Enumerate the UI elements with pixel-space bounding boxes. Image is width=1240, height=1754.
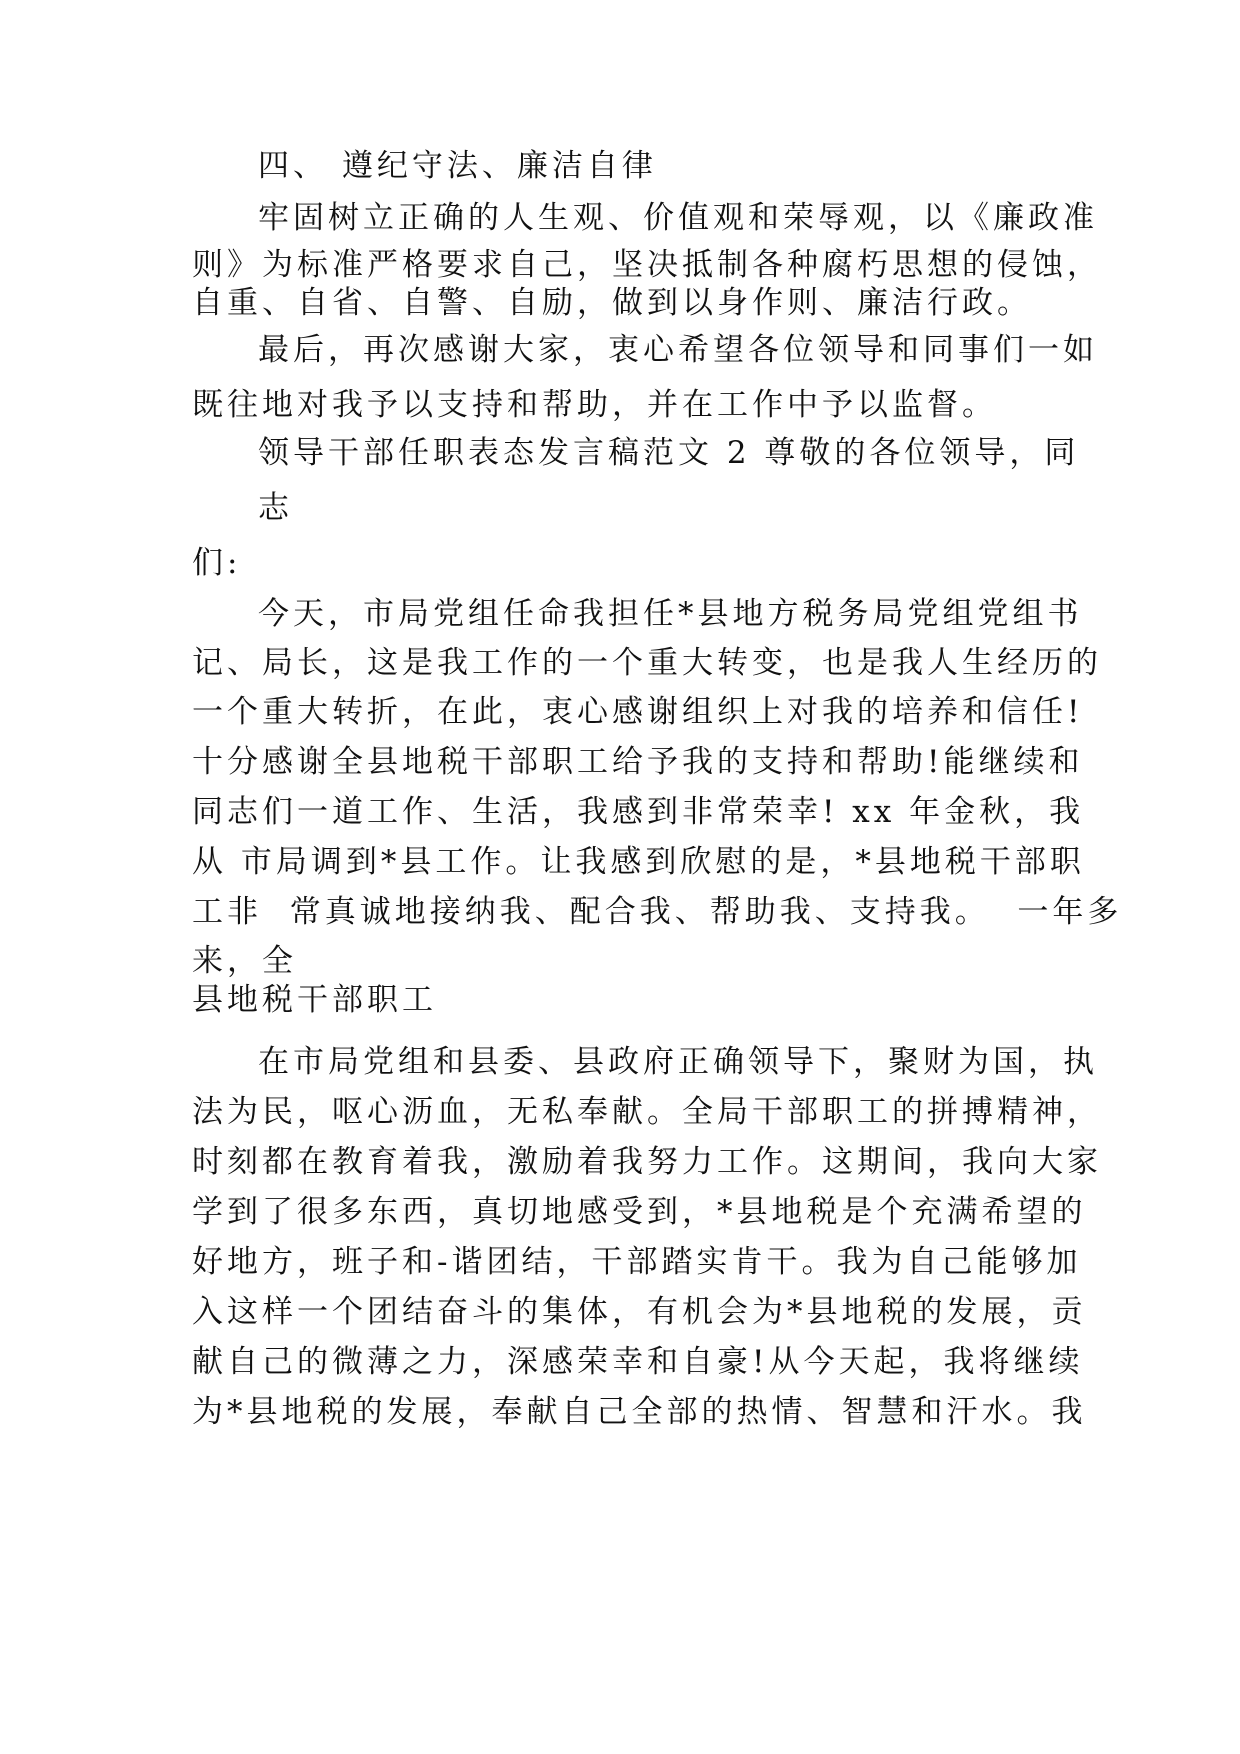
section-heading: 四、 遵纪守法、廉洁自律	[258, 148, 657, 184]
paragraph-line: 最后，再次感谢大家，衷心希望各位领导和同事们一如	[258, 332, 1098, 368]
paragraph-line: 自重、自省、自警、自励，做到以身作则、廉洁行政。	[192, 285, 1032, 321]
paragraph-line: 时刻都在教育着我，激励着我努力工作。这期间，我向大家	[192, 1144, 1102, 1180]
paragraph-line: 记、局长，这是我工作的一个重大转变，也是我人生经历的	[192, 645, 1102, 681]
article-title: 领导干部任职表态发言稿范文 2 尊敬的各位领导，同	[258, 435, 1080, 471]
article-title: 志	[258, 490, 293, 526]
salutation: 们:	[192, 545, 242, 581]
paragraph-line: 入这样一个团结奋斗的集体，有机会为*县地税的发展，贡	[192, 1294, 1087, 1330]
paragraph-line: 牢固树立正确的人生观、价值观和荣辱观，以《廉政准	[258, 200, 1098, 236]
paragraph-line: 工非 常真诚地接纳我、配合我、帮助我、支持我。 一年多	[192, 894, 1123, 930]
paragraph-line: 今天，市局党组任命我担任*县地方税务局党组党组书	[258, 596, 1083, 632]
paragraph-line: 好地方，班子和-谐团结，干部踏实肯干。我为自己能够加	[192, 1244, 1082, 1280]
paragraph-line: 献自己的微薄之力，深感荣幸和自豪!从今天起，我将继续	[192, 1344, 1084, 1380]
paragraph-line: 县地税干部职工	[192, 982, 437, 1018]
paragraph-line: 学到了很多东西，真切地感受到，*县地税是个充满希望的	[192, 1194, 1087, 1230]
paragraph-line: 从 市局调到*县工作。让我感到欣慰的是，*县地税干部职	[192, 844, 1085, 880]
paragraph-line: 一个重大转折，在此，衷心感谢组织上对我的培养和信任!	[192, 694, 1084, 730]
paragraph-line: 十分感谢全县地税干部职工给予我的支持和帮助!能继续和	[192, 744, 1084, 780]
paragraph-line: 既往地对我予以支持和帮助，并在工作中予以监督。	[192, 387, 997, 423]
paragraph-line: 在市局党组和县委、县政府正确领导下，聚财为国，执	[258, 1044, 1098, 1080]
paragraph-line: 则》为标准严格要求自己，坚决抵制各种腐朽思想的侵蚀，	[192, 247, 1102, 283]
paragraph-line: 来，全	[192, 943, 297, 979]
paragraph-line: 同志们一道工作、生活，我感到非常荣幸! xx 年金秋，我	[192, 794, 1085, 830]
paragraph-line: 法为民，呕心沥血，无私奉献。全局干部职工的拼搏精神，	[192, 1094, 1102, 1130]
paragraph-line: 为*县地税的发展，奉献自己全部的热情、智慧和汗水。我	[192, 1394, 1087, 1430]
